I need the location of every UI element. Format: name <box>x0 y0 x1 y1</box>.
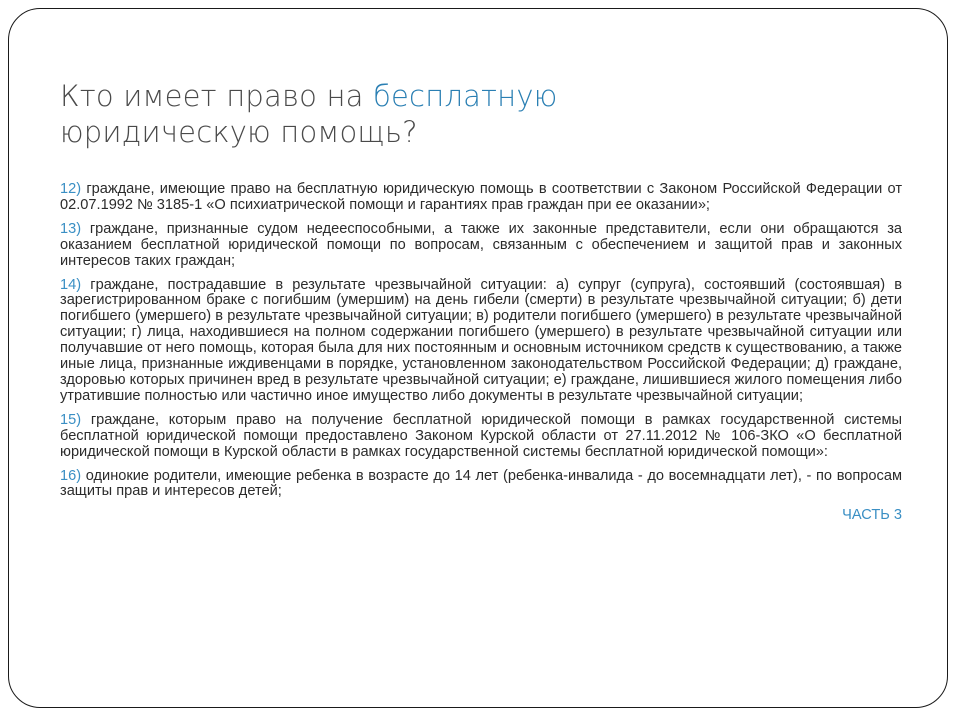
list-item-15 <box>60 413 902 461</box>
title-accent: бесплатную <box>373 79 558 113</box>
list-item-14 <box>60 278 902 405</box>
list-item-12 <box>60 182 902 214</box>
title-prefix: Кто имеет право на <box>60 79 374 113</box>
item-number: 15) <box>60 411 82 428</box>
item-number: 12) <box>60 181 82 197</box>
item-number: 16) <box>60 467 82 484</box>
item-text: одинокие родители, имеющие ребенка в возрасте до 14 лет (ребенка-инвалида - до восемнадцати лет), - по вопросам защиты прав и интересов детей; <box>60 467 902 500</box>
part-label: ЧАСТЬ 3 <box>842 507 902 524</box>
content-body <box>60 182 902 524</box>
title-line-2: юридическую помощь? <box>60 115 418 149</box>
item-text: граждане, имеющие право на бесплатную юридическую помощь в соответствии с Законом Российской Федерации от 02.07.1992 № 3185-1 «О психиатрической помощи и гарантиях прав граждан при ее оказании»; <box>60 181 903 213</box>
title-line-1 <box>60 78 900 114</box>
item-number: 13) <box>60 220 82 237</box>
list-item-16 <box>60 469 902 501</box>
item-text: граждане, пострадавшие в результате чрезвычайной ситуации: а) супруг (супруга), состоявший (состоявшая) в зарегистрированном браке с погибшим (умершим) на день гибели (смерти) в результате чрезвычайной ситуации; б) дети погибшего (умершего) в результате чрезвычайной ситуации; в) родители погибшего (умершего) в результате чрезвычайной ситуации; г) лица, находившиеся на полном содержании погибшего (умершего) в результате чрезвычайной ситуации или получавшие от него помощь, которая была для них постоянным и основным источником средств к существованию, а также иные лица, признанные иждивенцами в порядке, установленном законодательством Российской Федерации; д) граждане, здоровью которых причинен вред в результате чрезвычайной ситуации; е) граждане, лишившиеся жилого помещения либо утратившие полностью или частично иное имущество либо документы в результате чрезвычайной ситуации; <box>60 276 902 404</box>
item-text: граждане, которым право на получение бесплатной юридической помощи в рамках государственной системы бесплатной юридической помощи предоставлено Законом Курской области от 27.11.2012 № 106-ЗКО «О бесплатной юридической помощи в Курской области в рамках государственной системы бесплатной юридической помощи»: <box>60 411 902 460</box>
item-text: граждане, признанные судом недееспособными, а также их законные представители, если они обращаются за оказанием бесплатной юридической помощи по вопросам, связанным с обеспечением и защитой прав и законных интересов таких граждан; <box>60 220 902 269</box>
page-title <box>60 78 900 150</box>
list-item-13 <box>60 222 902 270</box>
item-number: 14) <box>60 276 82 293</box>
